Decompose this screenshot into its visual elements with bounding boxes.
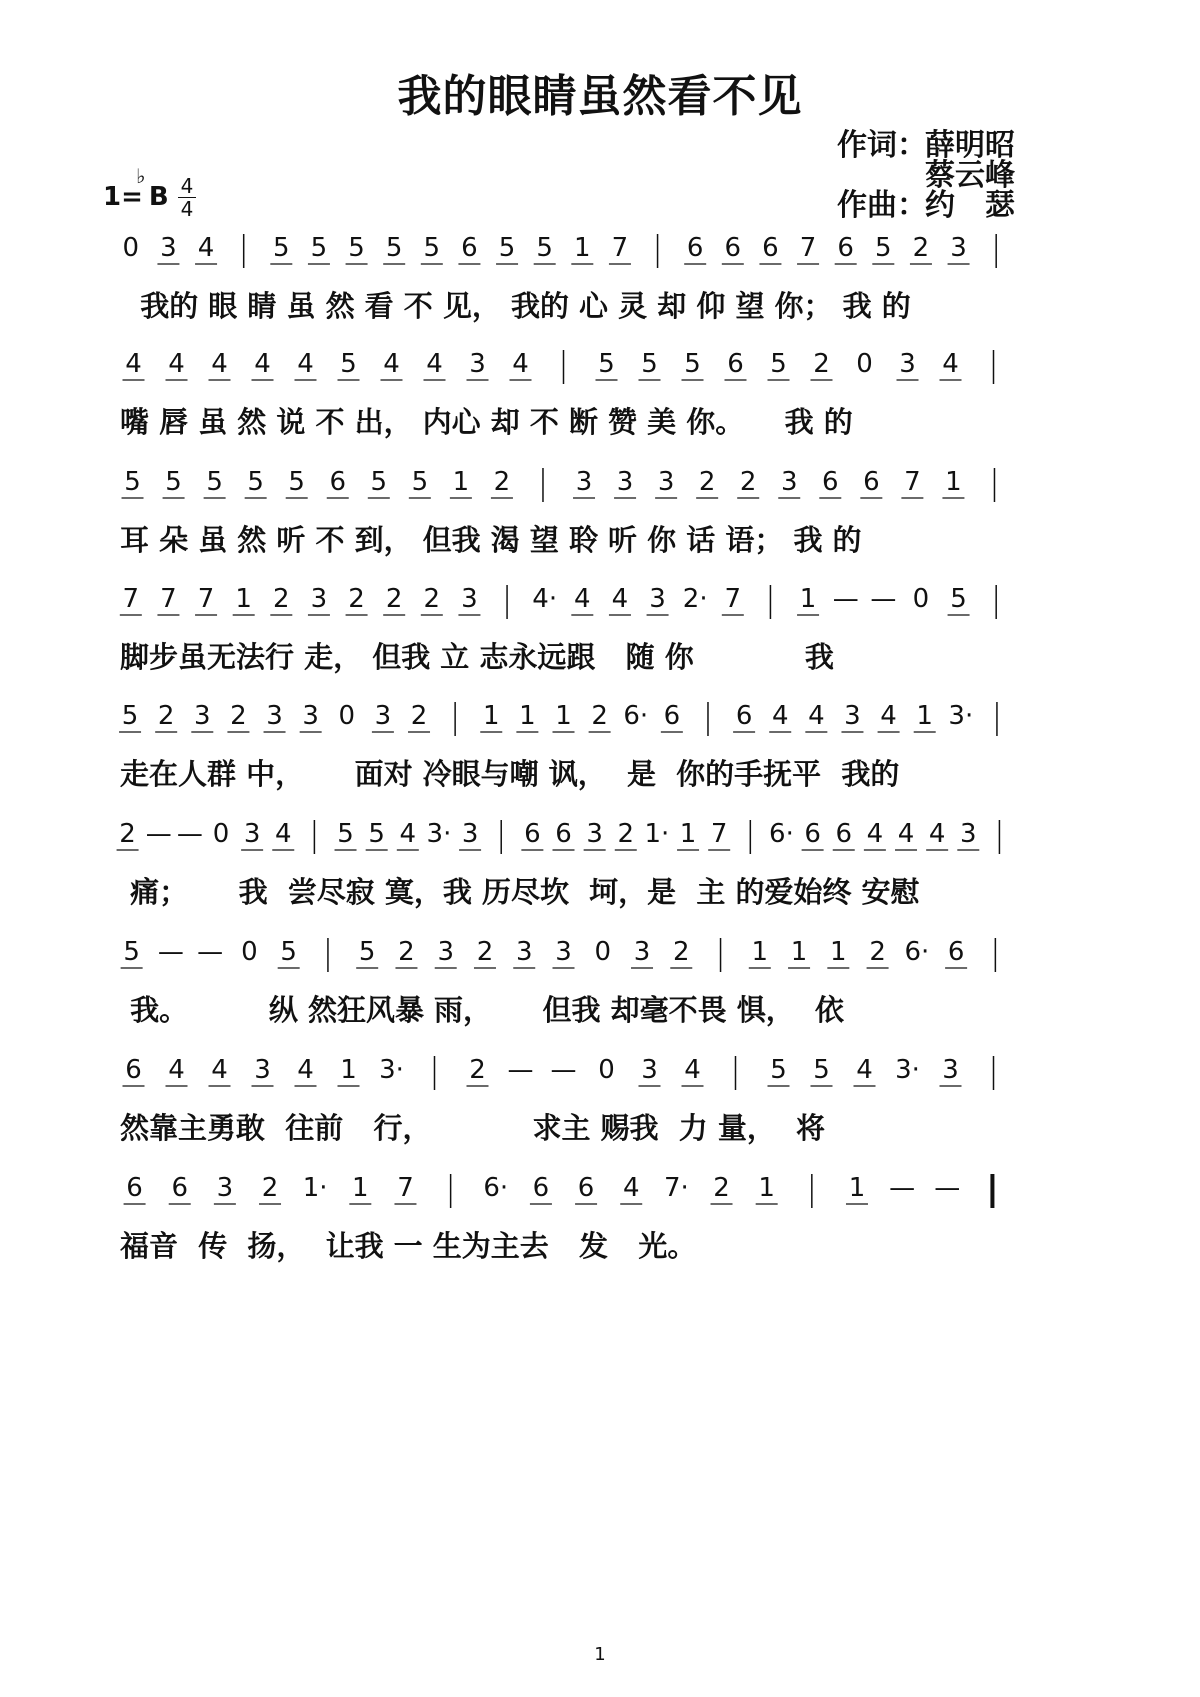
note: 5 (875, 233, 892, 263)
note: 5 (598, 349, 615, 379)
note: 3 (950, 233, 967, 263)
note: 7 (710, 819, 728, 849)
note: 6 (125, 1055, 142, 1085)
note: 4 (622, 1173, 640, 1203)
note: 4 (297, 1055, 314, 1085)
note: 2 (398, 937, 415, 967)
note: 3 (616, 467, 634, 497)
note: 5 (423, 233, 441, 263)
note: — (934, 1173, 961, 1203)
note: 4 (168, 1055, 185, 1085)
note: 5 (411, 467, 429, 497)
note: 2 (869, 937, 886, 967)
note: 7 (611, 233, 629, 263)
note: 2 (385, 584, 403, 614)
note: 5 (641, 349, 658, 379)
note: 1 (790, 937, 808, 967)
note: 3 (469, 349, 486, 379)
note: 2 (493, 467, 511, 497)
note: 1 (235, 584, 252, 614)
note: 3 (243, 819, 261, 849)
note: 1 (482, 701, 500, 731)
note: 5 (684, 349, 701, 379)
lyric-line: 脚步虽无法行 走， 但我 立 志永远跟 随 你 我 (120, 640, 834, 674)
note: 5 (340, 349, 357, 379)
note: 4 (211, 349, 228, 379)
note: 5 (337, 819, 354, 849)
lyricist-2: 蔡云峰 (925, 158, 1015, 193)
note: 2 (912, 233, 930, 263)
note: 4 (942, 349, 959, 379)
note: 1 (848, 1173, 866, 1203)
note: 4 (125, 349, 142, 379)
note: 3 (899, 349, 916, 379)
note: 5 (385, 233, 403, 263)
note: — (176, 819, 203, 849)
note: 3 (780, 467, 798, 497)
note: 3 (633, 937, 651, 967)
note: 5 (536, 233, 553, 263)
note: 3 (461, 819, 479, 849)
note: 5 (358, 937, 376, 967)
note: 7 (160, 584, 177, 614)
note: 1· (302, 1173, 328, 1203)
note: 2 (698, 467, 716, 497)
note: 5 (273, 233, 290, 263)
note: 7· (663, 1173, 689, 1203)
key-prefix: 1= (103, 182, 143, 212)
note: 7 (724, 584, 742, 614)
note: 1 (519, 701, 536, 731)
note: 6· (769, 819, 794, 849)
note: 6 (835, 819, 853, 849)
note: 3 (160, 233, 177, 263)
note: 3 (641, 1055, 658, 1085)
note: 4 (771, 701, 789, 731)
note: 7 (397, 1173, 414, 1203)
note: 6· (483, 1173, 509, 1203)
note: 3 (586, 819, 603, 849)
note: 5 (770, 1055, 787, 1085)
note: 6 (804, 819, 821, 849)
note: — (550, 1055, 577, 1085)
note: 3 (960, 819, 977, 849)
lyric-line: 然靠主勇敢 往前 行， 求主 赐我 力 量， 将 (120, 1111, 826, 1145)
note: 2 (423, 584, 441, 614)
note: 3 (302, 701, 319, 731)
flat-symbol: ♭ (136, 164, 146, 188)
song-title: 我的眼睛虽然看不见 (397, 71, 803, 122)
note: 3 (194, 701, 211, 731)
note: 1 (799, 584, 817, 614)
note: 3 (374, 701, 392, 731)
note: 5 (280, 937, 297, 967)
note: 6 (735, 701, 753, 731)
note: 4 (197, 233, 215, 263)
note: 5 (206, 467, 223, 497)
note: 7 (904, 467, 921, 497)
note: 0 (594, 937, 612, 967)
note: 3 (254, 1055, 271, 1085)
note: 6 (762, 233, 779, 263)
note: 3 (216, 1173, 234, 1203)
note: — (145, 819, 172, 849)
note: 6 (837, 233, 854, 263)
note: 6· (904, 937, 930, 967)
note: 1 (679, 819, 697, 849)
note: 6 (822, 467, 839, 497)
time-bottom: 4 (180, 197, 194, 221)
note: 4 (399, 819, 417, 849)
note: 4 (297, 349, 314, 379)
note: 5 (770, 349, 787, 379)
note: 7 (122, 584, 140, 614)
note: 4 (426, 349, 443, 379)
note: 2 (713, 1173, 730, 1203)
note: — (889, 1173, 916, 1203)
note: 4 (611, 584, 629, 614)
note: 2 (739, 467, 757, 497)
note: 4 (168, 349, 185, 379)
note: 0 (338, 701, 356, 731)
note: 2 (469, 1055, 486, 1085)
lyric-line: 我。 纵 然狂风暴 雨， 但我 却毫不畏 惧， 依 (120, 993, 844, 1027)
note: 3 (942, 1055, 959, 1085)
note: 5 (813, 1055, 830, 1085)
note: 0 (122, 233, 140, 263)
note: 5 (310, 233, 328, 263)
note: 3 (515, 937, 533, 967)
note: 4 (684, 1055, 701, 1085)
note: 5 (498, 233, 516, 263)
page-number: 1 (594, 1644, 606, 1665)
note: 1 (340, 1055, 357, 1085)
note: 6· (623, 701, 649, 731)
note: 6 (555, 819, 572, 849)
note: — (197, 937, 224, 967)
note: 0 (212, 819, 230, 849)
note: 6 (863, 467, 880, 497)
note: 1 (352, 1173, 369, 1203)
note: 6 (663, 701, 681, 731)
note: 6 (727, 349, 744, 379)
note: 6 (329, 467, 347, 497)
note: 4 (383, 349, 400, 379)
note: — (832, 584, 859, 614)
note: 5 (123, 937, 140, 967)
note: 6 (724, 233, 742, 263)
note: 2 (157, 701, 175, 731)
note: 1 (830, 937, 847, 967)
note: — (507, 1055, 534, 1085)
note: 1 (758, 1173, 775, 1203)
note: 1 (574, 233, 591, 263)
note: 4 (254, 349, 271, 379)
note: 2 (410, 701, 428, 731)
note: 2 (591, 701, 608, 731)
composer-label: 作曲： (837, 188, 927, 223)
note: — (157, 937, 184, 967)
note: 3 (437, 937, 454, 967)
lyric-line: 耳 朵 虽 然 听 不 到， 但我 渴 望 聆 听 你 话 语； 我 的 (120, 523, 862, 557)
note: 1· (644, 819, 670, 849)
lyric-line: 嘴 唇 虽 然 说 不 出， 内心 却 不 断 赞 美 你。 我 的 (120, 405, 853, 439)
note: 6 (686, 233, 704, 263)
note: 0 (241, 937, 258, 967)
note: 4 (574, 584, 591, 614)
note: 6 (461, 233, 478, 263)
note: 7 (799, 233, 817, 263)
composer: 约 瑟 (925, 188, 1015, 223)
note: 5 (121, 701, 139, 731)
note: 3· (426, 819, 452, 849)
note: 3 (657, 467, 675, 497)
note: 4 (928, 819, 946, 849)
note: 3 (266, 701, 283, 731)
note: 6 (532, 1173, 550, 1203)
note: 4 (897, 819, 915, 849)
note: 5 (165, 467, 182, 497)
note: 5 (950, 584, 967, 614)
note: 4 (211, 1055, 228, 1085)
note: 5 (124, 467, 141, 497)
note: 4 (880, 701, 897, 731)
note: 5 (288, 467, 305, 497)
lyric-line: 我的 眼 睛 虽 然 看 不 见， 我的 心 灵 却 仰 望 你； 我 的 (120, 289, 911, 323)
note: 2 (348, 584, 365, 614)
note: 2 (476, 937, 494, 967)
note: 4 (274, 819, 292, 849)
note: 5 (370, 467, 388, 497)
note: 6 (126, 1173, 143, 1203)
note: 4 (512, 349, 529, 379)
note: 0 (598, 1055, 615, 1085)
note: 0 (856, 349, 873, 379)
note: 5 (348, 233, 365, 263)
note: 2 (261, 1173, 279, 1203)
note: 4 (866, 819, 884, 849)
note: 1 (452, 467, 470, 497)
note: — (870, 584, 897, 614)
note: 6 (171, 1173, 188, 1203)
note: 3 (555, 937, 572, 967)
note: 2 (119, 819, 136, 849)
note: 4 (856, 1055, 873, 1085)
note: 2 (617, 819, 635, 849)
note: 1 (916, 701, 933, 731)
note: 3 (310, 584, 328, 614)
note: 2· (682, 584, 708, 614)
note: 3· (379, 1055, 404, 1085)
note: 6 (524, 819, 541, 849)
lyric-line: 福音 传 扬， 让我 一 生为主去 发 光。 (120, 1229, 697, 1263)
note: 1 (751, 937, 769, 967)
note: 2 (273, 584, 290, 614)
lyricist-label: 作词： (837, 128, 927, 163)
time-top: 4 (180, 174, 194, 198)
note: 3 (575, 467, 593, 497)
note: 5 (368, 819, 385, 849)
note: 1 (555, 701, 572, 731)
note: 3· (948, 701, 974, 731)
key-note: B (148, 182, 169, 212)
note: 3 (649, 584, 666, 614)
note: 6 (947, 937, 965, 967)
note: 7 (197, 584, 215, 614)
note: 4· (532, 584, 558, 614)
note: 4 (808, 701, 825, 731)
note: 3 (461, 584, 478, 614)
note: 3 (844, 701, 861, 731)
note: 5 (247, 467, 264, 497)
note: 2 (673, 937, 690, 967)
lyric-line: 走在人群 中， 面对 冷眼与嘲 讽， 是 你的手抚平 我的 (120, 757, 900, 791)
note: 1 (945, 467, 962, 497)
lyric-line: 痛； 我 尝尽寂 寞，我 历尽坎 坷，是 主 的爱始终 安慰 (120, 875, 920, 909)
note: 2 (230, 701, 247, 731)
note: 6 (577, 1173, 595, 1203)
note: 3· (895, 1055, 920, 1085)
note: 2 (813, 349, 830, 379)
note: 0 (912, 584, 930, 614)
lyricist-1: 薛明昭 (925, 128, 1015, 163)
